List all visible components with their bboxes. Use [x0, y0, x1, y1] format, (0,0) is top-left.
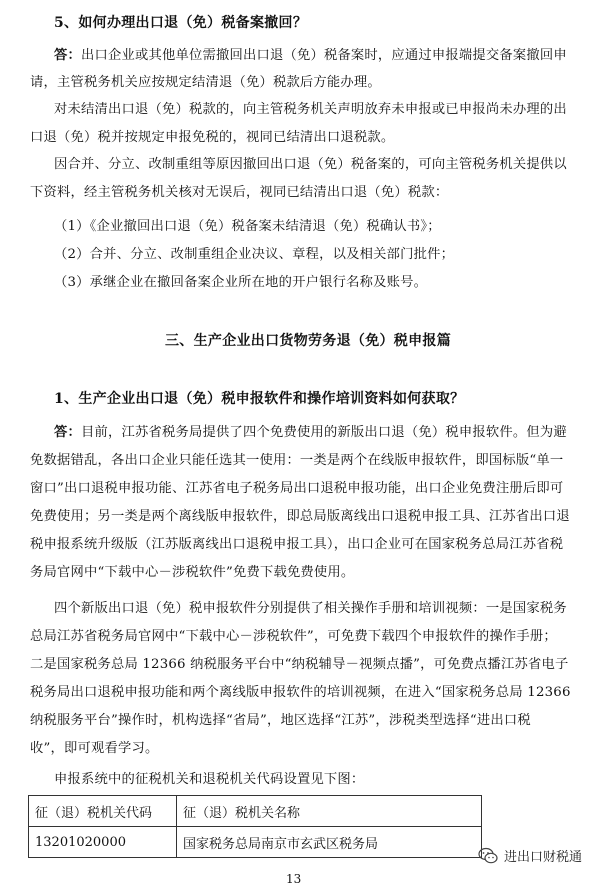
q5-text-2: 请，主管税务机关应按规定结清退（免）税款后方能办理。 [30, 75, 381, 90]
q5-item-3: （3）承继企业在撤回备案企业所在地的开户银行名称及账号。 [54, 275, 428, 290]
q1-text-13: 申报系统中的征税机关和退税机关代码设置见下图： [54, 772, 365, 787]
page-number: 13 [286, 872, 302, 886]
q5-text-4: 口退（免）税并按规定申报免税的，视同已结清出口退税款。 [30, 130, 395, 145]
q1-text-3: 窗口”出口退税申报功能、江苏省电子税务局出口退税申报功能，出口企业免费注册后即可 [30, 481, 564, 496]
table-header-row [29, 796, 482, 827]
q5-item-1: （1）《企业撤回出口退（免）税备案未结清退（免）税确认书》； [54, 219, 441, 234]
watermark [478, 846, 582, 865]
q1-text-8: 总局江苏省税务局官网中“下载中心－涉税软件”，可免费下载四个申报软件的操作手册； [30, 629, 557, 644]
watermark-text: 进出口财税通 [504, 850, 583, 865]
q1-answer-line-1 [54, 421, 567, 440]
q1-text-10: 税务局出口退税申报功能和两个离线版申报软件的培训视频，在进入“国家税务总局 12366 [30, 685, 571, 700]
section-3-title: 三、生产企业出口货物劳务退（免）税申报篇 [165, 333, 451, 349]
table-header-name: 征（退）税机关名称 [177, 796, 482, 827]
table-cell-name: 国家税务总局南京市玄武区税务局 [177, 827, 482, 858]
q5-text-1: 出口企业或其他单位需撤回出口退（免）税备案时，应通过申报端提交备案撤回申 [81, 48, 567, 63]
table-cell-code: 13201020000 [29, 827, 177, 858]
q1-text-12: 收”，即可观看学习。 [30, 741, 159, 756]
q5-text-3: 对未结清出口退（免）税款的，向主管税务机关声明放弃未申报或已申报尚未办理的出 [54, 102, 567, 117]
q1-text-1: 目前，江苏省税务局提供了四个免费使用的新版出口退（免）税申报软件。但为避 [81, 425, 567, 440]
q5-text-5: 因合并、分立、改制重组等原因撤回出口退（免）税备案的，可向主管税务机关提供以 [54, 157, 567, 172]
q5-text-6: 下资料，经主管税务机关核对无误后，视同已结清出口退（免）税款： [30, 185, 449, 200]
q1-text-5: 税申报系统升级版（江苏版离线出口退税申报工具），出口企业可在国家税务总局江苏省税 [30, 537, 564, 552]
wechat-icon [478, 847, 498, 865]
tax-office-code-table [28, 795, 482, 858]
q5-answer-line-1 [54, 44, 567, 63]
q1-text-9: 二是国家税务总局 12366 纳税服务平台中“纳税辅导－视频点播”，可免费点播江苏省电子 [30, 657, 569, 672]
table-row [29, 827, 482, 858]
q1-title: 1、生产企业出口退（免）税申报软件和操作培训资料如何获取？ [54, 391, 465, 407]
q1-text-4: 免费使用；另一类是两个离线版申报软件，即总局版离线出口退税申报工具、江苏省出口退 [30, 509, 570, 524]
q1-text-7: 四个新版出口退（免）税申报软件分别提供了相关操作手册和培训视频：一是国家税务 [54, 601, 567, 616]
q5-title: 5、如何办理出口退（免）税备案撤回？ [54, 15, 308, 31]
q1-text-11: 纳税服务平台”操作时，机构选择“省局”，地区选择“江苏”，涉税类型选择“进出口税 [30, 713, 531, 728]
q5-item-2: （2）合并、分立、改制重组企业决议、章程，以及相关部门批件； [54, 247, 455, 262]
q1-text-6: 务局官网中“下载中心－涉税软件”免费下载免费使用。 [30, 565, 355, 580]
table-header-code: 征（退）税机关代码 [29, 796, 177, 827]
q5-answer-label: 答： [54, 48, 81, 63]
q1-text-2: 免数据错乱，各出口企业只能任选其一使用：一类是两个在线版申报软件，即国标版“单一 [30, 453, 564, 468]
q1-answer-label: 答： [54, 425, 81, 440]
